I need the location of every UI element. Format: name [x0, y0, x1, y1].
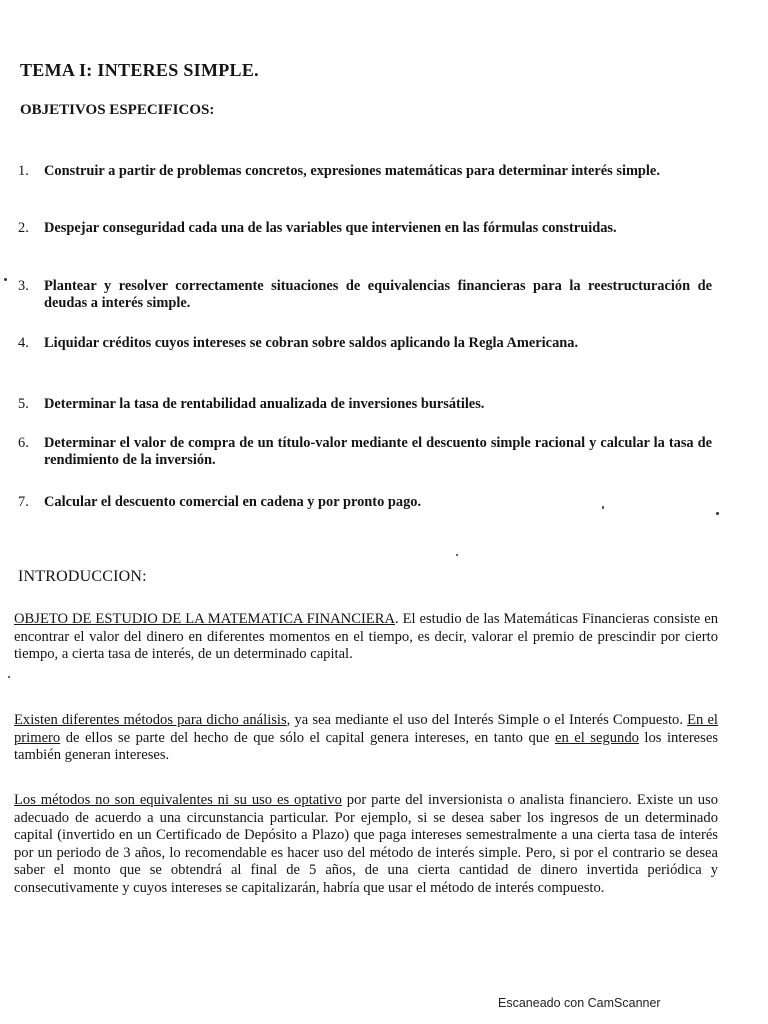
- page-title: TEMA I: INTERES SIMPLE.: [20, 60, 259, 80]
- intro-paragraph-2: [14, 712, 718, 765]
- introduction-heading: INTRODUCCION:: [18, 568, 147, 585]
- scan-speck: [456, 554, 458, 556]
- scan-speck: [716, 512, 719, 515]
- paragraph-text: por parte del inversionista o analista financiero. Existe un uso adecuado de acuerdo a una circunstancia particular. Por ejemplo, si se desea saber los ingresos de un determinado capital (invertido en un Certificado de Depósito a Plazo) que paga intereses semestralmente a una cierta tasa de interés por un periodo de 3 años, lo recomendable es hacer uso del método de interés simple. Pero, si por el contrario se desea saber el monto que se obtendrá al final de 5 años, de una cierta cantidad de dinero invertida periódica y consecutivamente y cuyos intereses se capitalizarán, habría que usar el método de interés compuesto.: [14, 792, 718, 896]
- objective-item: [18, 278, 712, 312]
- intro-paragraph-3: [14, 792, 718, 897]
- scan-speck: [8, 676, 10, 678]
- objective-number: 4.: [18, 335, 29, 351]
- objective-text: Liquidar créditos cuyos intereses se cobran sobre saldos aplicando la Regla Americana.: [44, 335, 579, 351]
- objective-text: Determinar la tasa de rentabilidad anualizada de inversiones bursátiles.: [44, 396, 485, 412]
- objective-item: [18, 163, 712, 180]
- objective-number: 6.: [18, 435, 29, 451]
- objective-item: [18, 494, 712, 511]
- paragraph-text: . El estudio de las Matemáticas Financieras consiste en encontrar el valor del dinero en diferentes momentos en el tiempo, es decir, valorar el premio de prescindir por cierto tiempo, a cierta tasa de interés, de un determinado capital.: [14, 611, 718, 662]
- objective-text: Construir a partir de problemas concretos, expresiones matemáticas para determinar interés simple.: [44, 163, 660, 179]
- intro-paragraph-1: [14, 611, 718, 664]
- objective-number: 2.: [18, 220, 29, 236]
- paragraph-text: , ya sea mediante el uso del Interés Simple o el Interés Compuesto.: [286, 712, 688, 728]
- objective-text: Calcular el descuento comercial en cadena y por pronto pago.: [44, 494, 422, 510]
- objective-number: 5.: [18, 396, 29, 412]
- objective-text: Determinar el valor de compra de un título-valor mediante el descuento simple racional y calcular la tasa de rendimiento de la inversión.: [44, 435, 712, 468]
- underlined-phrase: en el segundo: [555, 729, 639, 746]
- paragraph-text: de ellos se parte del hecho de que sólo el capital genera intereses, en tanto que: [60, 729, 556, 746]
- objective-text: Plantear y resolver correctamente situaciones de equivalencias financieras para la reestructuración de deudas a interés simple.: [44, 278, 712, 311]
- scanner-watermark: Escaneado con CamScanner: [498, 996, 661, 1010]
- paragraph-text: los intereses también generan intereses.: [14, 729, 718, 763]
- scan-speck: [4, 278, 7, 281]
- objective-item: [18, 220, 712, 237]
- underlined-phrase: En el primero: [14, 712, 718, 746]
- objective-item: [18, 435, 712, 469]
- objective-number: 7.: [18, 494, 29, 510]
- subject-heading: OBJETO DE ESTUDIO DE LA MATEMATICA FINANCIERA: [14, 611, 395, 627]
- objective-item: [18, 396, 712, 413]
- scan-speck: [602, 506, 604, 509]
- underlined-phrase: Existen diferentes métodos para dicho análisis: [14, 712, 287, 728]
- objective-number: 1.: [18, 163, 29, 179]
- underlined-phrase: Los métodos no son equivalentes ni su uso es optativo: [14, 792, 342, 808]
- objectives-heading: OBJETIVOS ESPECIFICOS:: [20, 102, 215, 118]
- objective-text: Despejar conseguridad cada una de las variables que intervienen en las fórmulas construidas.: [44, 220, 617, 236]
- objective-item: [18, 335, 712, 352]
- objective-number: 3.: [18, 278, 29, 294]
